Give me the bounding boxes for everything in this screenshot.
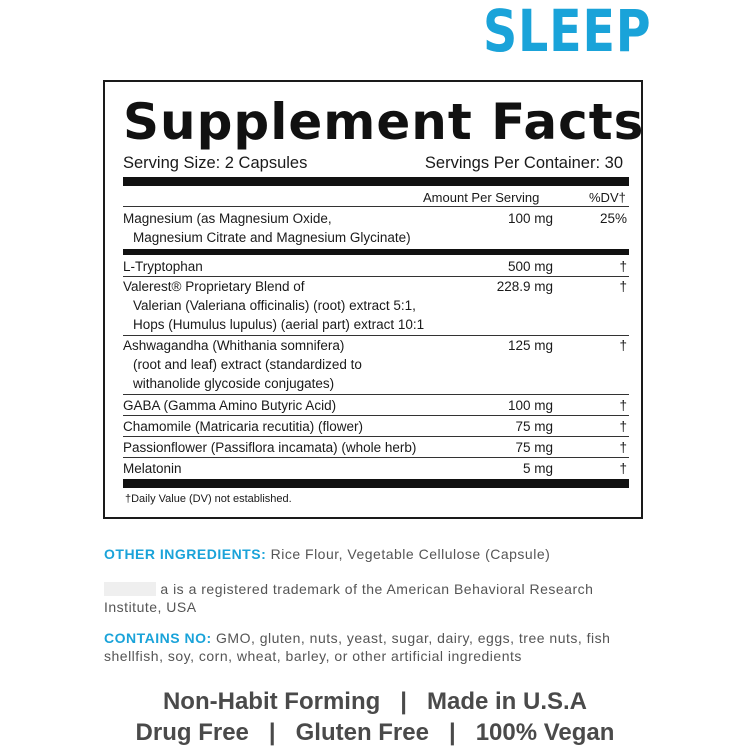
nutrient-dv: † bbox=[619, 279, 627, 294]
nutrient-amount: 125 mg bbox=[507, 338, 553, 353]
nutrient-dv: † bbox=[619, 461, 627, 476]
contains-no-line-2: shellfish, soy, corn, wheat, barley, or other artificial ingredients bbox=[104, 648, 522, 664]
brand-title: SLEEP bbox=[482, 0, 651, 65]
divider-thick bbox=[123, 249, 629, 255]
nutrient-name: Passionflower (Passiflora incamata) (whole herb) bbox=[123, 440, 417, 455]
nutrient-name: Magnesium (as Magnesium Oxide, bbox=[123, 211, 332, 226]
nutrient-amount: 228.9 mg bbox=[496, 279, 553, 294]
trademark-line-1: a is a registered trademark of the American Behavioral Research bbox=[160, 581, 594, 597]
nutrient-name: Magnesium Citrate and Magnesium Glycinate) bbox=[133, 230, 411, 245]
servings-per-container: Servings Per Container: 30 bbox=[424, 154, 623, 172]
header-dv: %DV† bbox=[589, 190, 626, 205]
divider-line bbox=[123, 415, 629, 416]
nutrient-dv: † bbox=[619, 338, 627, 353]
nutrient-amount: 75 mg bbox=[515, 440, 553, 455]
nutrient-name: Chamomile (Matricaria recutitia) (flower) bbox=[123, 419, 364, 434]
claims-line-1: Non-Habit Forming | Made in U.S.A bbox=[162, 688, 588, 715]
nutrient-name: Valerian (Valeriana officinalis) (root) extract 5:1, bbox=[133, 298, 416, 313]
contains-no-line-1: GMO, gluten, nuts, yeast, sugar, dairy, eggs, tree nuts, fish bbox=[211, 630, 611, 646]
panel-title: Supplement Facts bbox=[123, 93, 645, 151]
trademark-line-2: Institute, USA bbox=[104, 599, 197, 615]
divider-thick bbox=[123, 479, 629, 488]
nutrient-name: Melatonin bbox=[123, 461, 182, 476]
serving-size: Serving Size: 2 Capsules bbox=[123, 154, 308, 172]
nutrient-dv: † bbox=[619, 259, 627, 274]
nutrient-name: (root and leaf) extract (standardized to bbox=[133, 357, 362, 372]
other-ingredients-text: Rice Flour, Vegetable Cellulose (Capsule) bbox=[266, 546, 551, 562]
nutrient-amount: 100 mg bbox=[507, 398, 553, 413]
nutrient-name: withanolide glycoside conjugates) bbox=[133, 376, 335, 391]
other-ingredients-label: OTHER INGREDIENTS: bbox=[104, 546, 267, 562]
nutrient-name: L-Tryptophan bbox=[123, 259, 203, 274]
nutrient-amount: 500 mg bbox=[507, 259, 553, 274]
divider-line bbox=[123, 457, 629, 458]
nutrient-name: GABA (Gamma Amino Butyric Acid) bbox=[123, 398, 337, 413]
nutrient-dv: 25% bbox=[599, 211, 627, 226]
nutrient-amount: 100 mg bbox=[507, 211, 553, 226]
nutrient-dv: † bbox=[619, 398, 627, 413]
nutrient-name: Ashwagandha (Whithania somnifera) bbox=[123, 338, 345, 353]
nutrient-name: Hops (Humulus lupulus) (aerial part) extract 10:1 bbox=[133, 317, 425, 332]
divider-thick bbox=[123, 177, 629, 186]
claims-line-2: Drug Free | Gluten Free | 100% Vegan bbox=[135, 719, 615, 746]
supplement-facts-panel bbox=[103, 80, 643, 519]
nutrient-amount: 5 mg bbox=[522, 461, 553, 476]
header-amount: Amount Per Serving bbox=[423, 190, 540, 205]
nutrient-name: Valerest® Proprietary Blend of bbox=[123, 279, 305, 294]
divider-line bbox=[123, 206, 629, 207]
nutrient-amount: 75 mg bbox=[515, 419, 553, 434]
nutrient-dv: † bbox=[619, 419, 627, 434]
other-ingredients bbox=[104, 545, 550, 563]
dv-footnote: †Daily Value (DV) not established. bbox=[125, 493, 292, 505]
divider-line bbox=[123, 436, 629, 437]
contains-no-label: CONTAINS NO: bbox=[104, 630, 212, 646]
nutrient-dv: † bbox=[619, 440, 627, 455]
divider-line bbox=[123, 394, 629, 395]
contains-no bbox=[104, 629, 610, 665]
trademark-note bbox=[104, 580, 593, 616]
redacted-brand-mark bbox=[104, 582, 156, 596]
serving-info bbox=[123, 153, 623, 173]
